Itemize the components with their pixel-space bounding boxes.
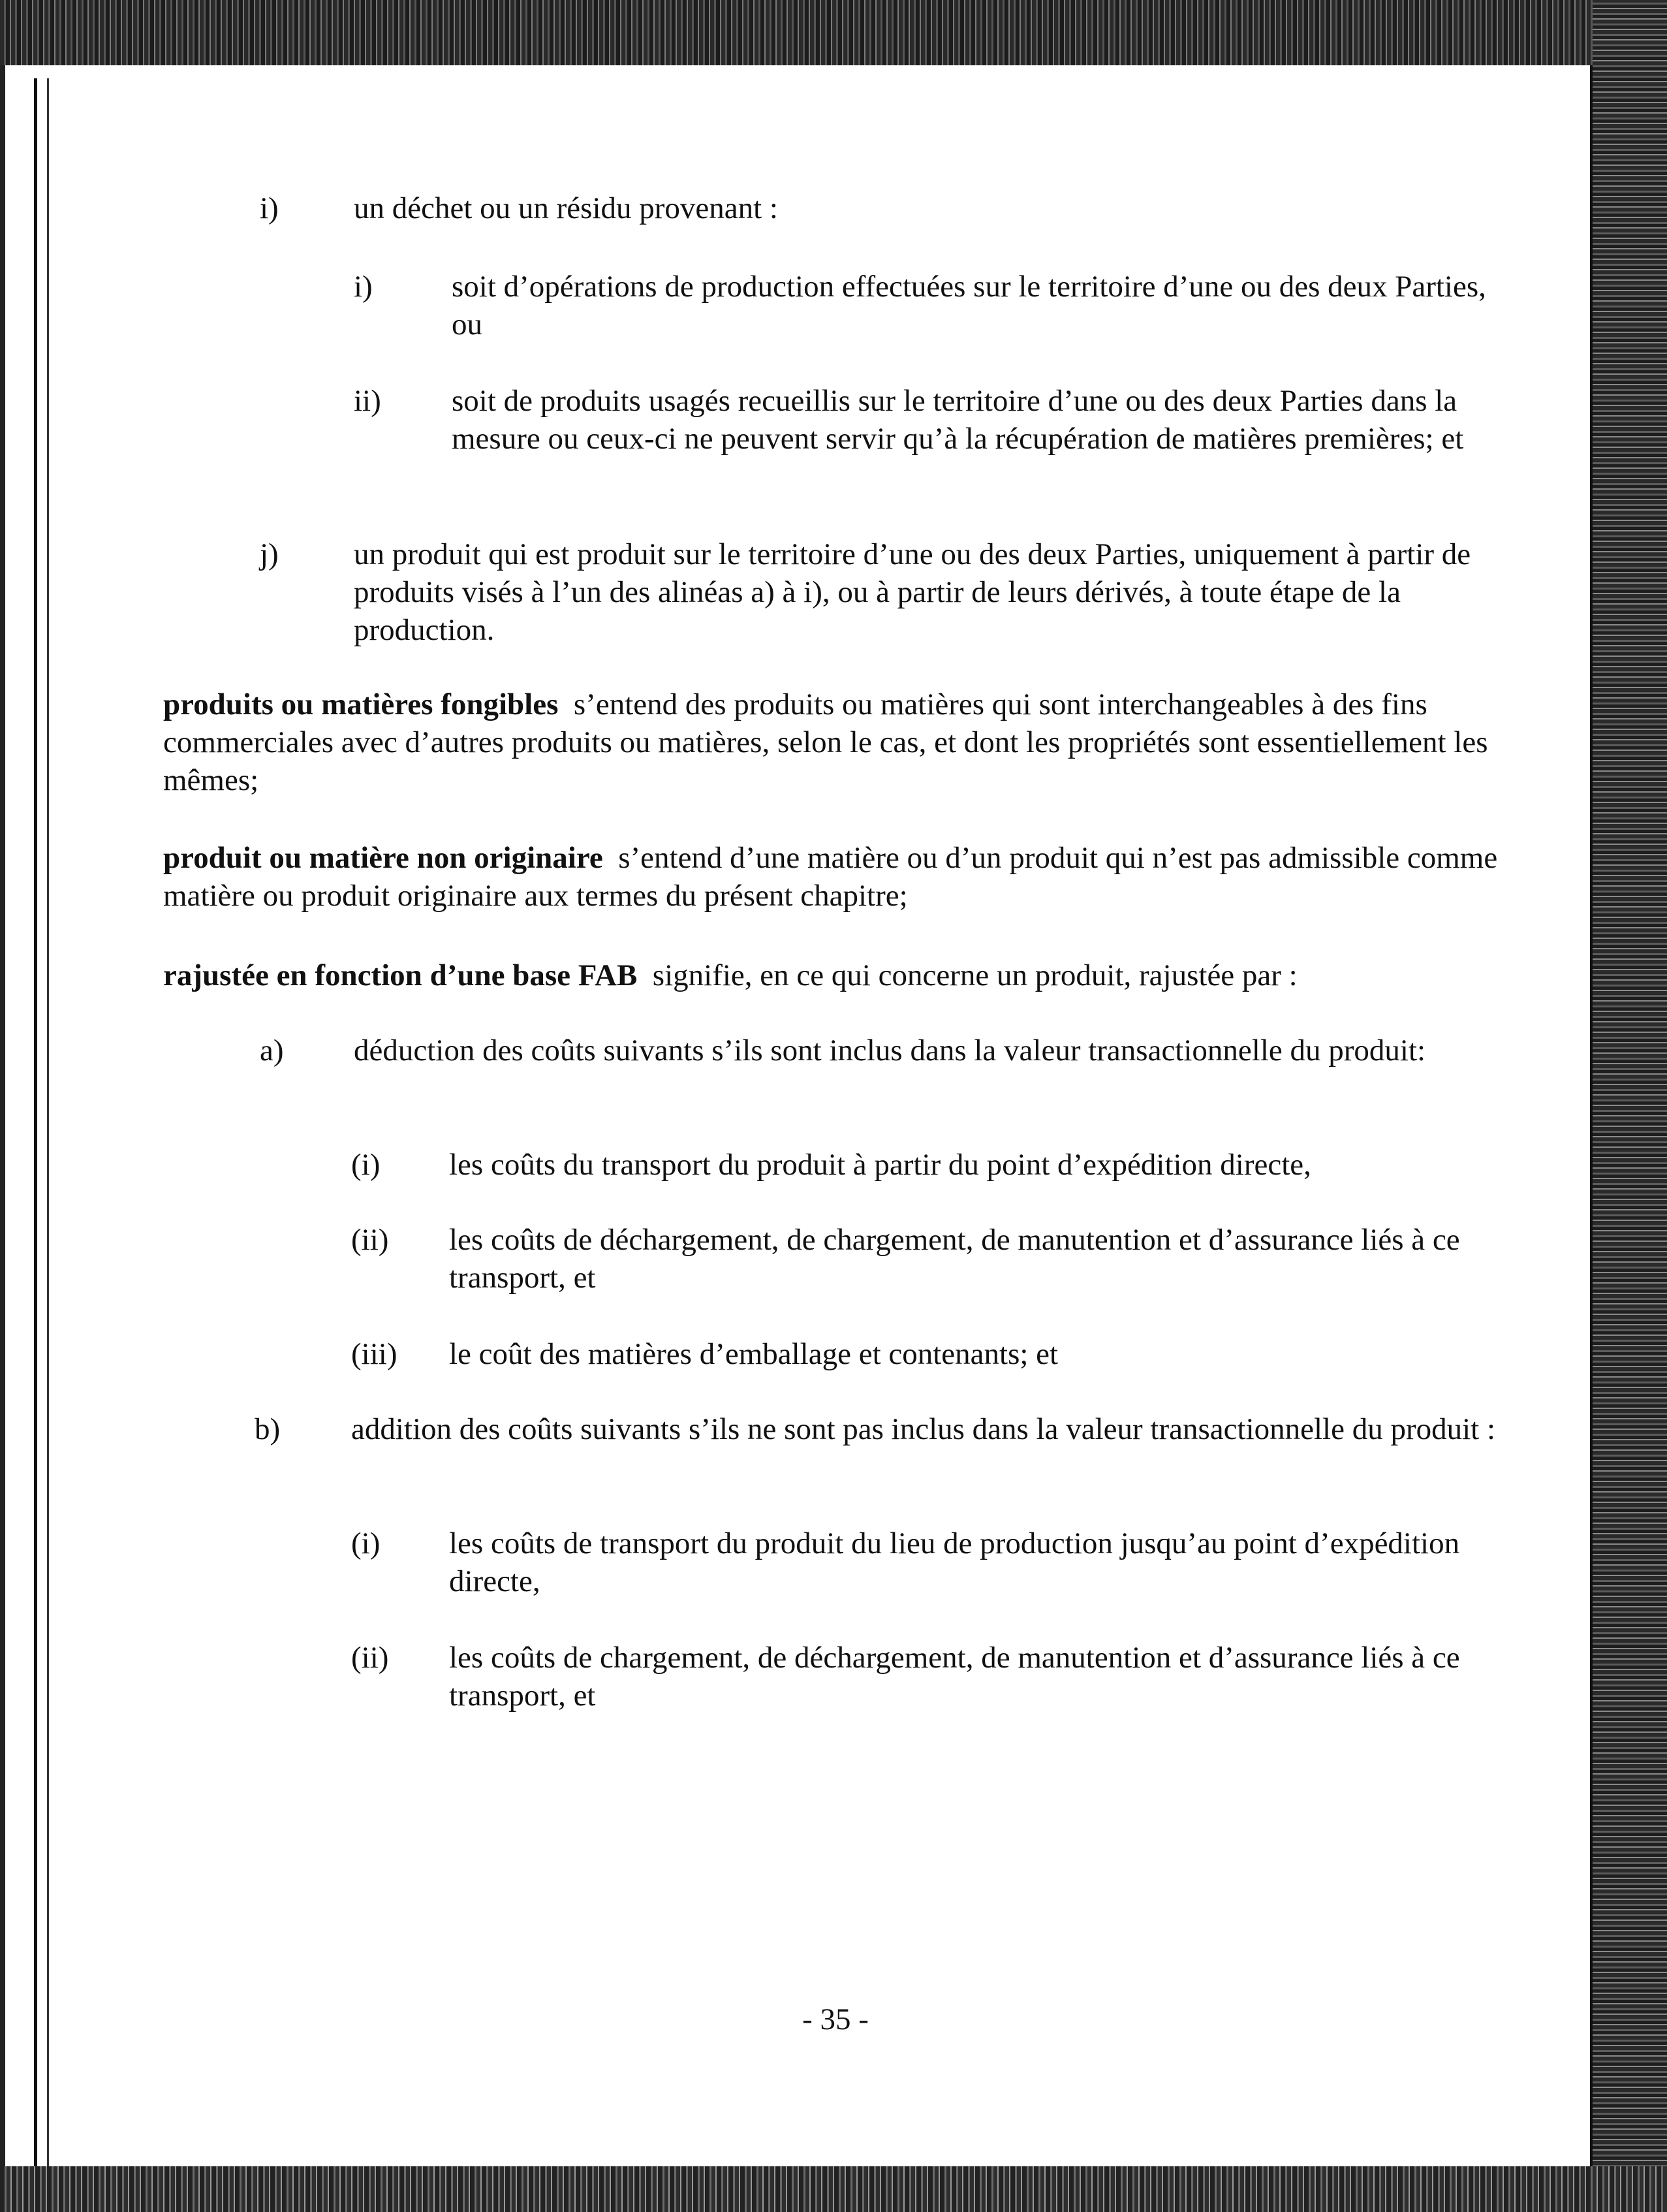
sublist-item-text: les coûts de chargement, de déchargement, de manutention et d’assurance liés à ce transport, et (449, 1641, 1460, 1713)
scan-margin-line (34, 78, 37, 2168)
list-item-text: addition des coûts suivants s’ils ne sont pas inclus dans la valeur transactionnelle du produit : (351, 1412, 1496, 1446)
list-label: j) (260, 537, 279, 571)
scan-border-right (1593, 0, 1667, 2212)
list-label: a) (260, 1034, 284, 1067)
scan-border-top (0, 0, 1667, 65)
list-label: b) (255, 1412, 281, 1446)
definition-term: produit ou matière non originaire (163, 841, 603, 875)
definition-text: signifie, en ce qui concerne un produit, rajustée par : (652, 958, 1298, 992)
definition-term: produits ou matières fongibles (163, 687, 559, 721)
definition-text: s’entend des produits ou matières qui sont interchangeables à des fins commerciales avec d’autres produits ou matières, selon le cas, et dont les propriétés sont essentiellement les mêmes; (163, 687, 1488, 797)
sublist-label: (i) (351, 1526, 381, 1560)
sublist-item-text: les coûts du transport du produit à partir du point d’expédition directe, (449, 1148, 1311, 1182)
sublist-item-text: soit d’opérations de production effectuées sur le territoire d’une ou des deux Parties, ou (452, 270, 1486, 341)
definition-non-originaire (163, 839, 1527, 915)
scan-border-left (0, 65, 5, 2166)
list-item-text: un produit qui est produit sur le territoire d’une ou des deux Parties, uniquement à partir de produits visés à l’un des alinéas a) à i), ou à partir de leurs dérivés, à toute étape de la production. (354, 537, 1471, 647)
sublist-label: ii) (354, 384, 381, 418)
sublist-label: (i) (351, 1148, 381, 1182)
definition-term: rajustée en fonction d’une base FAB (163, 958, 638, 992)
scan-border-bottom (0, 2166, 1667, 2212)
page-number: - 35 - (802, 2002, 869, 2036)
sublist-item-text: le coût des matières d’emballage et contenants; et (449, 1337, 1059, 1371)
list-item-text: un déchet ou un résidu provenant : (354, 191, 778, 225)
sublist-item-text: soit de produits usagés recueillis sur le territoire d’une ou des deux Parties dans la mesure ou ceux-ci ne peuvent servir qu’à la récupération de matières premières; et (452, 384, 1464, 456)
scan-margin-line (47, 78, 49, 2168)
list-label: i) (260, 191, 279, 225)
sublist-label: (iii) (351, 1337, 397, 1371)
definition-fongibles (163, 686, 1527, 799)
sublist-item-text: les coûts de transport du produit du lieu de production jusqu’au point d’expédition directe, (449, 1526, 1460, 1598)
sublist-label: i) (354, 270, 373, 304)
sublist-label: (ii) (351, 1223, 389, 1257)
definition-fab (163, 956, 1527, 994)
sublist-item-text: les coûts de déchargement, de chargement, de manutention et d’assurance liés à ce transport, et (449, 1223, 1460, 1295)
sublist-label: (ii) (351, 1641, 389, 1675)
list-item-text: déduction des coûts suivants s’ils sont inclus dans la valeur transactionnelle du produit: (354, 1034, 1426, 1067)
definition-text: s’entend d’une matière ou d’un produit qui n’est pas admissible comme matière ou produit originaire aux termes du présent chapitre; (163, 841, 1498, 913)
